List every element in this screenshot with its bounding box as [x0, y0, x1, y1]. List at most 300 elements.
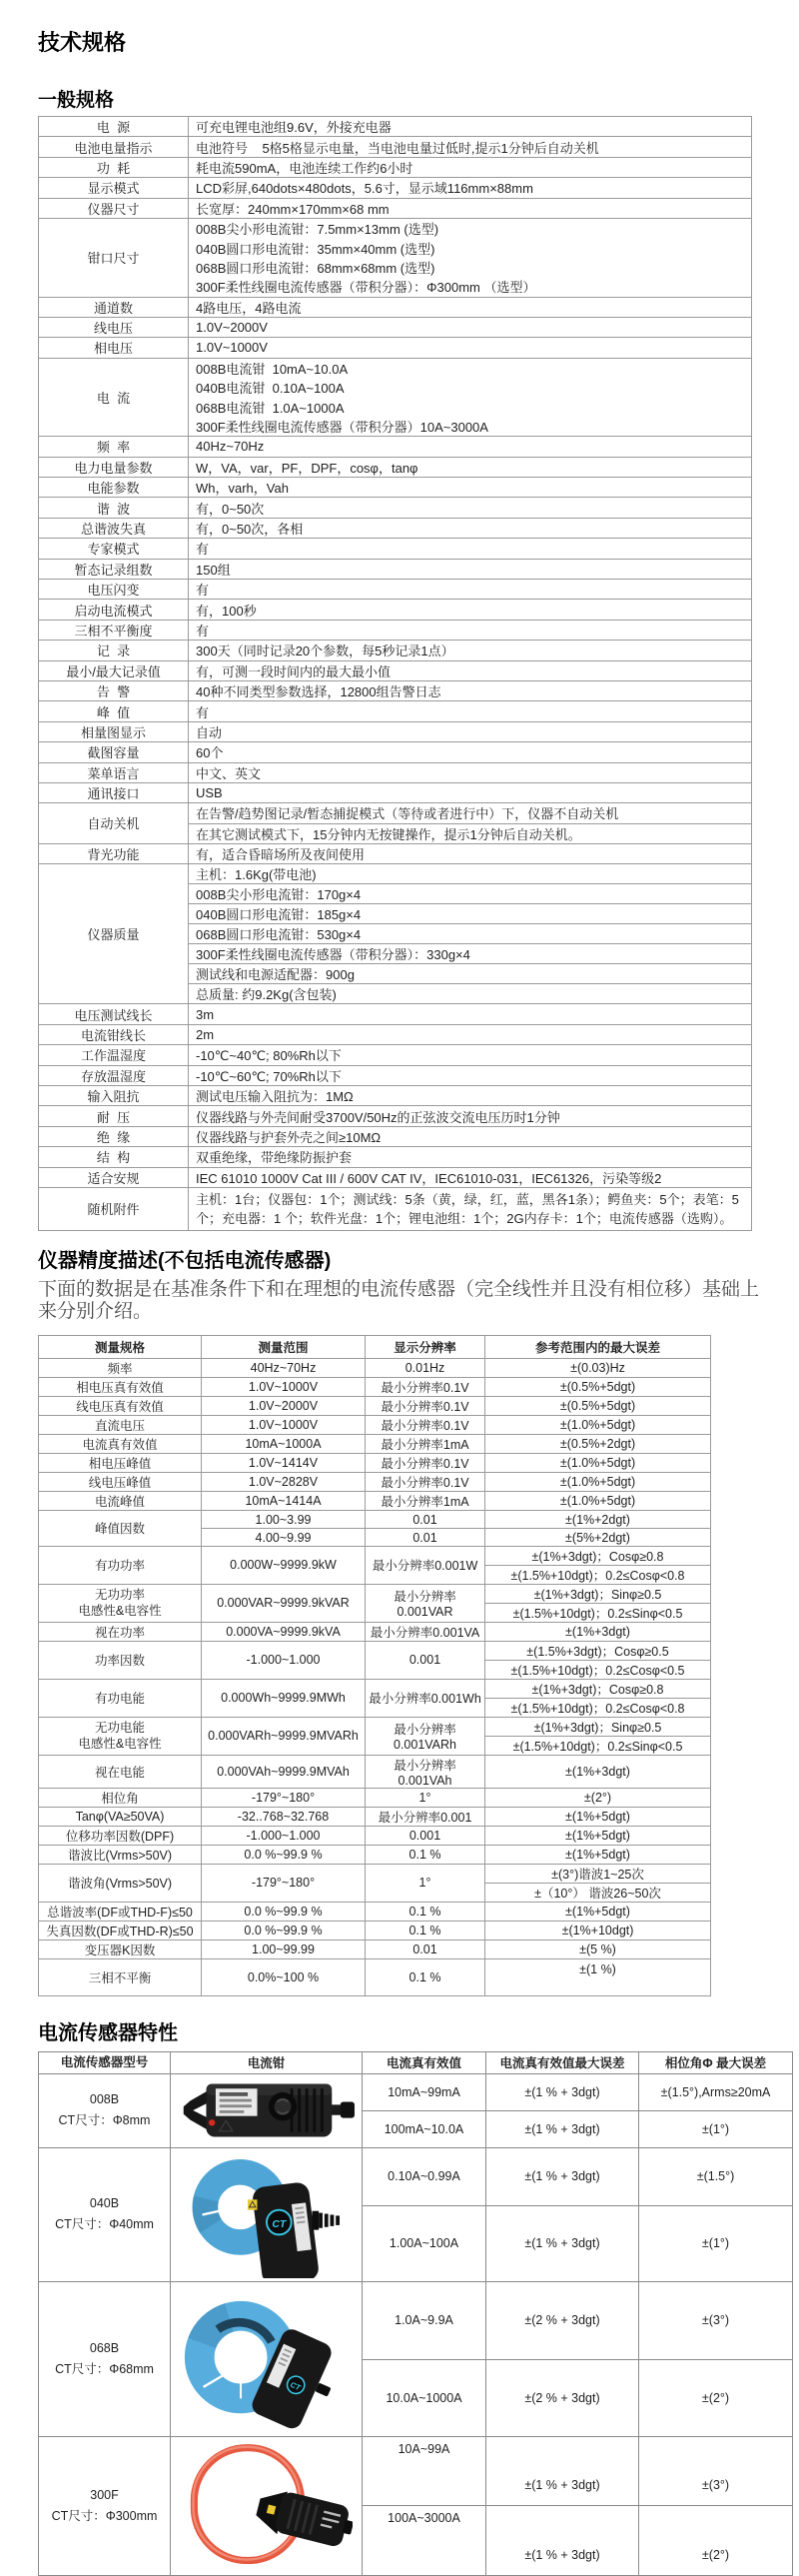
accuracy-cell-range-value: 0.0%~100 %: [247, 1969, 320, 1984]
spec-value-line: 60个: [196, 745, 224, 761]
sensor-photo-cell: [170, 2437, 362, 2575]
accuracy-cell-err: [484, 1865, 710, 1902]
sensor-phase-column: [638, 2282, 792, 2436]
accuracy-cell-spec-value: 峰值因数: [94, 1522, 145, 1537]
sensor-range-value: 1.00A~100A: [363, 2205, 485, 2281]
sensor-err-column: [485, 2074, 638, 2147]
accuracy-subcell-err: ±(1%+3dgt)；Sinφ≥0.5: [533, 1587, 662, 1602]
accuracy-header-cell: [201, 1336, 365, 1358]
accuracy-cell-res-value: 最小分辨率1mA: [381, 1494, 469, 1509]
spec-row: [39, 863, 751, 1003]
accuracy-cell-range: [201, 1756, 365, 1788]
spec-value-line: Wh，varh，Vah: [196, 481, 289, 497]
sensor-range-value: 10.0A~1000A: [363, 2359, 485, 2436]
spec-value-line: 有: [196, 704, 210, 720]
accuracy-cell-spec: [39, 1903, 201, 1921]
sensor-row: [39, 2281, 792, 2436]
sensor-model-cell: [39, 2148, 170, 2281]
spec-label: 记 录: [39, 641, 189, 659]
sensor-range-column: [362, 2437, 485, 2575]
sensor-model-cell: [39, 2074, 170, 2147]
sensor-range-value: 10mA~99mA: [388, 2084, 460, 2099]
accuracy-cell-res: [365, 1827, 484, 1845]
sensor-header-cell: 电流真有效值: [362, 2052, 485, 2073]
accuracy-cell-res: [365, 1378, 484, 1396]
accuracy-subcell-res: 0.01: [412, 1512, 437, 1527]
accuracy-header-label: 测量规格: [94, 1340, 145, 1355]
spec-label: 输入阻抗: [39, 1086, 189, 1105]
accuracy-cell-res-value: 0.001: [408, 1828, 441, 1843]
accuracy-header-cell: [365, 1336, 484, 1358]
spec-label: 截图容量: [39, 742, 189, 761]
spec-value-line: 主机：1台；仪器包：1个；测试线：5条（黄，绿，红，蓝，黑各1条）；鳄鱼夹：5个；表笔：5个；充电器：1 个；软件光盘：1个；锂电池组：1个；2G内存卡：1个；电流传感器（选购）。: [196, 1191, 739, 1226]
accuracy-cell-err-value: ±(0.03)Hz: [570, 1360, 625, 1375]
accuracy-cell-err: [484, 1547, 710, 1584]
accuracy-cell-res-value: 最小分辨率0.001VARh: [393, 1723, 456, 1753]
section-general-title: 一般规格: [38, 90, 115, 111]
accuracy-header-label: 参考范围内的最大误差: [534, 1340, 660, 1355]
accuracy-row: [39, 1921, 710, 1939]
spec-row: [39, 1167, 751, 1187]
accuracy-cell-res-value: 最小分辨率0.001VAR: [394, 1590, 456, 1620]
spec-value-line: 40Hz~70Hz: [196, 439, 265, 455]
spec-value-line: 3m: [196, 1006, 215, 1022]
accuracy-row: [39, 1434, 710, 1453]
spec-row: [39, 1024, 751, 1044]
accuracy-cell-res: [365, 1865, 484, 1902]
accuracy-cell-err: [484, 1959, 710, 1995]
accuracy-cell-err: [484, 1416, 710, 1434]
accuracy-cell-res-value: 最小分辨率0.001VA: [370, 1625, 480, 1640]
sensor-model-size: CT尺寸：Φ40mm: [55, 2217, 154, 2232]
accuracy-cell-spec-value: 谐波角(Vrms>50V): [67, 1877, 173, 1892]
accuracy-cell-spec-value: 线电压峰值: [88, 1475, 152, 1490]
accuracy-row: [39, 1377, 710, 1396]
accuracy-cell-spec: [39, 1756, 201, 1788]
page-title: 技术规格: [38, 30, 127, 55]
accuracy-cell-range-value: -179°~180°: [251, 1790, 316, 1805]
accuracy-cell-range: [201, 1846, 365, 1864]
accuracy-header-label: 显示分辨率: [394, 1340, 456, 1355]
accuracy-cell-res: [365, 1492, 484, 1510]
spec-value-line: 自动: [196, 724, 223, 740]
spec-label: 专家模式: [39, 539, 189, 558]
accuracy-cell-err-value: ±(1 %): [579, 1961, 616, 1976]
general-spec-table: [38, 116, 752, 1231]
spec-label: 电 流: [39, 359, 189, 437]
spec-value: [189, 539, 751, 558]
spec-row: [39, 538, 751, 558]
accuracy-cell-err-value: ±(1%+10dgt): [561, 1923, 634, 1937]
accuracy-cell-res-value: 0.1 %: [408, 1923, 441, 1937]
accuracy-cell-err: [484, 1808, 710, 1826]
accuracy-cell-range: [201, 1416, 365, 1434]
accuracy-cell-res: [365, 1756, 484, 1788]
spec-value-line: 仪器线路与护套外壳之间≥10MΩ: [196, 1129, 382, 1145]
sensor-phase-value: ±(3°): [701, 2477, 730, 2492]
accuracy-cell-spec-value: 有功功率: [94, 1559, 145, 1574]
sensor-err-value: ±(1 % + 3dgt): [524, 2084, 600, 2099]
accuracy-cell-range-value: 0.0 %~99.9 %: [244, 1904, 323, 1919]
accuracy-cell-range: [201, 1473, 365, 1491]
accuracy-cell-res-value: 最小分辨率0.1V: [381, 1380, 469, 1395]
spec-label: 通讯接口: [39, 783, 189, 802]
accuracy-cell-spec-value: 电流峰值: [94, 1494, 145, 1509]
accuracy-cell-err: [484, 1903, 710, 1921]
spec-value: [189, 864, 751, 1003]
spec-value: [189, 498, 751, 517]
spec-value-line: 主机：1.6Kg(带电池): [196, 867, 317, 883]
accuracy-cell-err: [484, 1718, 710, 1755]
spec-label: 钳口尺寸: [39, 219, 189, 297]
spec-label: 峰 值: [39, 701, 189, 720]
accuracy-row: [39, 1845, 710, 1864]
spec-label: 线电压: [39, 318, 189, 337]
accuracy-cell-range-value: 1.0V~2828V: [248, 1474, 319, 1489]
accuracy-table: [38, 1335, 711, 1996]
spec-value: [189, 701, 751, 720]
sensor-model-name: 008B: [89, 2092, 120, 2107]
accuracy-cell-res: [365, 1547, 484, 1584]
accuracy-row: [39, 1358, 710, 1377]
spec-row: [39, 1044, 751, 1064]
spec-row: [39, 579, 751, 599]
spec-value-line: 有，可测一段时间内的最大最小值: [196, 663, 392, 679]
spec-value-line: 在告警/趋势图记录/暂态捕捉模式（等待或者进行中）下，仪器不自动关机: [196, 806, 619, 822]
accuracy-cell-range: [201, 1435, 365, 1453]
accuracy-cell-err: [484, 1454, 710, 1472]
accuracy-cell-range-value: 0.000W~9999.9kW: [230, 1558, 337, 1573]
spec-value: [189, 742, 751, 761]
spec-value-line: 40种不同类型参数选择，12800组告警日志: [196, 684, 441, 700]
spec-label: 最小/最大记录值: [39, 661, 189, 680]
accuracy-subcell-err: ±(1%+3dgt)；Cosφ≥0.8: [531, 1549, 664, 1564]
sensor-model-name: 040B: [89, 2196, 120, 2211]
accuracy-cell-range: [201, 1492, 365, 1510]
sensor-err-column: [485, 2437, 638, 2575]
spec-value: [189, 803, 751, 842]
accuracy-cell-spec-value: 功率因数: [94, 1654, 145, 1669]
accuracy-cell-res: [365, 1846, 484, 1864]
sensor-phase-value: ±(1.5°): [696, 2169, 735, 2184]
accuracy-cell-res: [365, 1922, 484, 1939]
accuracy-cell-spec: [39, 1623, 201, 1641]
spec-value-line: 有: [196, 542, 210, 558]
accuracy-cell-range: [201, 1585, 365, 1622]
accuracy-intro: [38, 1279, 761, 1323]
accuracy-cell-err-value: ±(1%+5dgt): [565, 1809, 630, 1824]
accuracy-cell-range-value: 1.0V~1000V: [248, 1417, 319, 1432]
accuracy-cell-line: 电感性&电容性: [78, 1737, 162, 1752]
accuracy-cell-range-value: 1.00~99.99: [252, 1941, 315, 1956]
accuracy-cell-range-value: -1.000~1.000: [246, 1828, 321, 1843]
spec-value: [189, 722, 751, 741]
accuracy-row: [39, 1958, 710, 1995]
spec-value-line: 008B电流钳 10mA~10.0A: [196, 361, 349, 377]
spec-value-line: -10℃~60℃; 70%Rh以下: [196, 1068, 342, 1084]
section-sensors-title: 电流传感器特性: [38, 2021, 178, 2044]
accuracy-cell-spec: [39, 1789, 201, 1807]
accuracy-cell-err: [484, 1789, 710, 1807]
sensor-range-column: [362, 2282, 485, 2436]
sensor-err-column: [485, 2148, 638, 2281]
spec-label: 相电压: [39, 338, 189, 357]
sensor-model-size: CT尺寸：Φ300mm: [51, 2508, 158, 2523]
accuracy-cell-err: [484, 1435, 710, 1453]
spec-row: [39, 218, 751, 297]
sensor-phase-value: ±(3°): [701, 2313, 730, 2328]
sensor-phase-value: ±(1°): [639, 2205, 792, 2281]
spec-value: [189, 478, 751, 497]
spec-label: 存放温湿度: [39, 1066, 189, 1085]
clamp-red-dot: [208, 2120, 214, 2126]
sensor-photo-cell: [170, 2148, 362, 2281]
accuracy-cell-range: [201, 1827, 365, 1845]
spec-value: [189, 158, 751, 177]
accuracy-row: [39, 1546, 710, 1584]
spec-value: [189, 1045, 751, 1064]
spec-label: 相量图显示: [39, 722, 189, 741]
accuracy-row: [39, 1807, 710, 1826]
sensor-model-size: CT尺寸：Φ68mm: [55, 2361, 154, 2376]
sensor-err-value: ±(2 % + 3dgt): [486, 2359, 638, 2436]
accuracy-row: [39, 1864, 710, 1902]
accuracy-cell-err-value: ±(1.0%+5dgt): [559, 1455, 636, 1470]
sensor-photo-040b-clamp: [191, 2150, 343, 2278]
accuracy-cell-res: [365, 1511, 484, 1546]
accuracy-cell-spec: [39, 1718, 201, 1755]
spec-row: [39, 518, 751, 538]
spec-value: [189, 1066, 751, 1085]
accuracy-cell-spec-value: 视在电能: [94, 1765, 145, 1780]
sensor-range-column: [362, 2074, 485, 2147]
accuracy-cell-range-value: 0.000VA~9999.9kVA: [226, 1624, 341, 1639]
spec-value: [189, 1168, 751, 1187]
accuracy-cell-res: [365, 1903, 484, 1921]
accuracy-header-cell: [39, 1336, 201, 1358]
sensor-photo-cell: [170, 2074, 362, 2147]
sensor-model-cell: [39, 2282, 170, 2436]
accuracy-cell-res-value: 1°: [418, 1790, 431, 1805]
accuracy-cell-range: [201, 1959, 365, 1995]
accuracy-cell-err-value: ±(1.0%+5dgt): [559, 1417, 636, 1432]
spec-row: [39, 700, 751, 720]
accuracy-cell-err-value: ±(1%+5dgt): [565, 1847, 630, 1862]
spec-row: [39, 198, 751, 218]
accuracy-row: [39, 1472, 710, 1491]
accuracy-cell-range: [201, 1680, 365, 1717]
accuracy-row: [39, 1584, 710, 1622]
accuracy-cell-spec-value: 有功电能: [94, 1692, 145, 1707]
accuracy-cell-res: [365, 1397, 484, 1415]
sensor-range-column: [362, 2148, 485, 2281]
accuracy-cell-res-value: 最小分辨率0.1V: [381, 1399, 469, 1414]
spec-value: [189, 1004, 751, 1023]
accuracy-cell-err: [484, 1680, 710, 1717]
spec-value-line: 有，0~50次，各相: [196, 522, 304, 537]
spec-value: [189, 137, 751, 156]
spec-value-line: W，VA，var，PF，DPF，cosφ，tanφ: [196, 460, 418, 476]
spec-label: 背光功能: [39, 844, 189, 863]
sensor-err-value: ±(1 % + 3dgt): [524, 2169, 600, 2184]
accuracy-cell-res-value: 0.001: [408, 1653, 441, 1668]
accuracy-cell-res: [365, 1959, 484, 1995]
spec-label: 自动关机: [39, 803, 189, 842]
accuracy-cell-spec: [39, 1359, 201, 1377]
spec-value: [189, 560, 751, 579]
accuracy-cell-line: 无功电能: [94, 1721, 145, 1736]
accuracy-cell-range-value: 10mA~1000A: [245, 1436, 322, 1451]
spec-row: [39, 782, 751, 802]
accuracy-cell-range: [201, 1865, 365, 1902]
spec-value: [189, 1086, 751, 1105]
spec-value-line: 测试线和电源适配器：900g: [189, 963, 751, 983]
sensor-photo-cell: [170, 2282, 362, 2436]
accuracy-subcell-err: ±（10°） 谐波26~50次: [485, 1883, 710, 1902]
accuracy-cell-range-value: 1.0V~1000V: [248, 1379, 319, 1394]
accuracy-cell-range: [201, 1511, 365, 1546]
spec-value: [189, 1188, 751, 1230]
accuracy-cell-spec-value: [39, 1718, 201, 1755]
spec-label: 电力电量参数: [39, 458, 189, 477]
spec-label: 告 警: [39, 681, 189, 700]
accuracy-cell-err: [484, 1922, 710, 1939]
sensor-photo-008b-clamp: [176, 2075, 358, 2145]
spec-label: 耐 压: [39, 1106, 189, 1125]
accuracy-cell-spec: [39, 1585, 201, 1622]
sensor-header-cell: 电流传感器型号: [60, 2054, 149, 2069]
accuracy-cell-res-value: 最小分辨率0.001Wh: [369, 1692, 481, 1707]
spec-label: 结 构: [39, 1147, 189, 1166]
sensor-row: [39, 2436, 792, 2575]
spec-value: [189, 298, 751, 317]
accuracy-cell-spec-value: 失真因数(DF或THD-R)≤50: [46, 1924, 194, 1938]
accuracy-cell-range-value: 0.0 %~99.9 %: [244, 1847, 323, 1862]
sensor-phase-column: [638, 2437, 792, 2575]
sensor-model-name: 068B: [89, 2340, 120, 2355]
accuracy-cell-err: [484, 1492, 710, 1510]
sensor-model-name: 300F: [90, 2487, 119, 2502]
spec-value-line: 总质量: 约9.2Kg(含包装): [189, 983, 751, 1003]
accuracy-cell-spec-value: 视在功率: [94, 1625, 145, 1640]
spec-value-line: 长宽厚：240mm×170mm×68 mm: [196, 201, 390, 217]
spec-value-line: 有，0~50次: [196, 501, 265, 517]
spec-row: [39, 620, 751, 640]
accuracy-cell-err: [484, 1642, 710, 1679]
spec-label: 显示模式: [39, 178, 189, 197]
accuracy-cell-spec-value: 频率: [107, 1361, 133, 1376]
spec-value: [189, 178, 751, 197]
accuracy-header-label: 测量范围: [258, 1340, 309, 1355]
spec-row: [39, 436, 751, 456]
spec-label: 菜单语言: [39, 763, 189, 782]
accuracy-cell-range-value: 1.0V~1414V: [248, 1455, 319, 1470]
accuracy-cell-range-value: -32..768~32.768: [237, 1809, 330, 1824]
sensor-phase-value: ±(2°): [639, 2505, 792, 2575]
accuracy-cell-spec-value: 三相不平衡: [88, 1970, 152, 1985]
spec-row: [39, 680, 751, 700]
accuracy-cell-err-value: ±(1%+3dgt): [565, 1624, 630, 1639]
spec-row: [39, 741, 751, 761]
spec-value: [189, 763, 751, 782]
accuracy-cell-spec: [39, 1808, 201, 1826]
spec-value-line: 150组: [196, 562, 231, 578]
accuracy-cell-spec: [39, 1378, 201, 1396]
accuracy-cell-spec: [39, 1511, 201, 1546]
spec-value-line: 可充电锂电池组9.6V，外接充电器: [196, 120, 392, 136]
accuracy-cell-res: [365, 1435, 484, 1453]
spec-label: 仪器质量: [39, 864, 189, 1003]
sensor-phase-value: ±(2°): [639, 2359, 792, 2436]
spec-row: [39, 599, 751, 619]
sensor-phase-column: [638, 2148, 792, 2281]
accuracy-cell-range-value: 40Hz~70Hz: [250, 1360, 317, 1375]
accuracy-cell-res: [365, 1789, 484, 1807]
spec-value: [189, 437, 751, 456]
accuracy-cell-err-value: ±(5 %): [579, 1941, 616, 1956]
accuracy-cell-spec-value: 总谐波率(DF或THD-F)≤50: [47, 1905, 193, 1920]
sensor-range-value: 10A~99A: [398, 2441, 450, 2456]
spec-value-line: USB: [196, 785, 223, 801]
spec-row: [39, 843, 751, 863]
accuracy-cell-range-value: 0.000Wh~9999.9MWh: [221, 1691, 346, 1706]
accuracy-cell-range: [201, 1642, 365, 1679]
accuracy-cell-range: [201, 1903, 365, 1921]
spec-value-line: 300F柔性线圈电流传感器（带积分器）10A~3000A: [196, 420, 488, 436]
spec-label: 电流钳线长: [39, 1025, 189, 1044]
spec-value-line: 068B圆口形电流钳：68mm×68mm (选型): [196, 260, 435, 276]
spec-row: [39, 177, 751, 197]
sensor-range-value: 0.10A~0.99A: [388, 2169, 460, 2184]
spec-value-line: 300F柔性线圈电流传感器（带积分器）：330g×4: [189, 943, 751, 963]
spec-row: [39, 317, 751, 337]
spec-value-line: 测试电压输入阻抗为：1MΩ: [196, 1089, 354, 1105]
accuracy-cell-spec-value: 直流电压: [94, 1418, 145, 1433]
sensor-header-cell: 电流钳: [170, 2052, 362, 2073]
accuracy-subcell-res: 0.01: [366, 1528, 484, 1546]
accuracy-cell-res: [365, 1718, 484, 1755]
spec-value: [189, 519, 751, 538]
spec-value-line: 在其它测试模式下，15分钟内无按键操作，提示1分钟后自动关机。: [189, 823, 751, 843]
spec-row: [39, 1126, 751, 1146]
spec-value: [189, 359, 751, 437]
accuracy-cell-spec: [39, 1940, 201, 1958]
accuracy-cell-spec: [39, 1492, 201, 1510]
accuracy-subcell-err: ±(1.5%+10dgt)；0.2≤Sinφ<0.5: [485, 1736, 710, 1755]
accuracy-cell-err: [484, 1756, 710, 1788]
accuracy-intro-line1: 下面的数据是在基准条件下和在理想的电流传感器（完全线性并且没有相位移）基础上: [38, 1278, 760, 1300]
accuracy-row: [39, 1453, 710, 1472]
accuracy-cell-err: [484, 1511, 710, 1546]
accuracy-row: [39, 1622, 710, 1641]
accuracy-cell-res: [365, 1454, 484, 1472]
spec-row: [39, 721, 751, 741]
sensor-err-value: ±(1 % + 3dgt): [486, 2110, 638, 2147]
spec-value: [189, 199, 751, 218]
accuracy-cell-spec-value: 相电压真有效值: [76, 1380, 164, 1395]
spec-row: [39, 762, 751, 782]
accuracy-cell-spec: [39, 1397, 201, 1415]
spec-row: [39, 497, 751, 517]
accuracy-header-row: [39, 1336, 710, 1358]
spec-value-line: 008B尖小形电流钳：170g×4: [189, 883, 751, 903]
spec-value: [189, 783, 751, 802]
accuracy-cell-res-value: 0.1 %: [408, 1969, 441, 1984]
spec-row: [39, 117, 751, 136]
accuracy-subcell-err: ±(1.5%+10dgt)；0.2≤Cosφ<0.8: [485, 1565, 710, 1584]
accuracy-row: [39, 1679, 710, 1717]
accuracy-cell-spec-value: 电流真有效值: [82, 1437, 158, 1452]
